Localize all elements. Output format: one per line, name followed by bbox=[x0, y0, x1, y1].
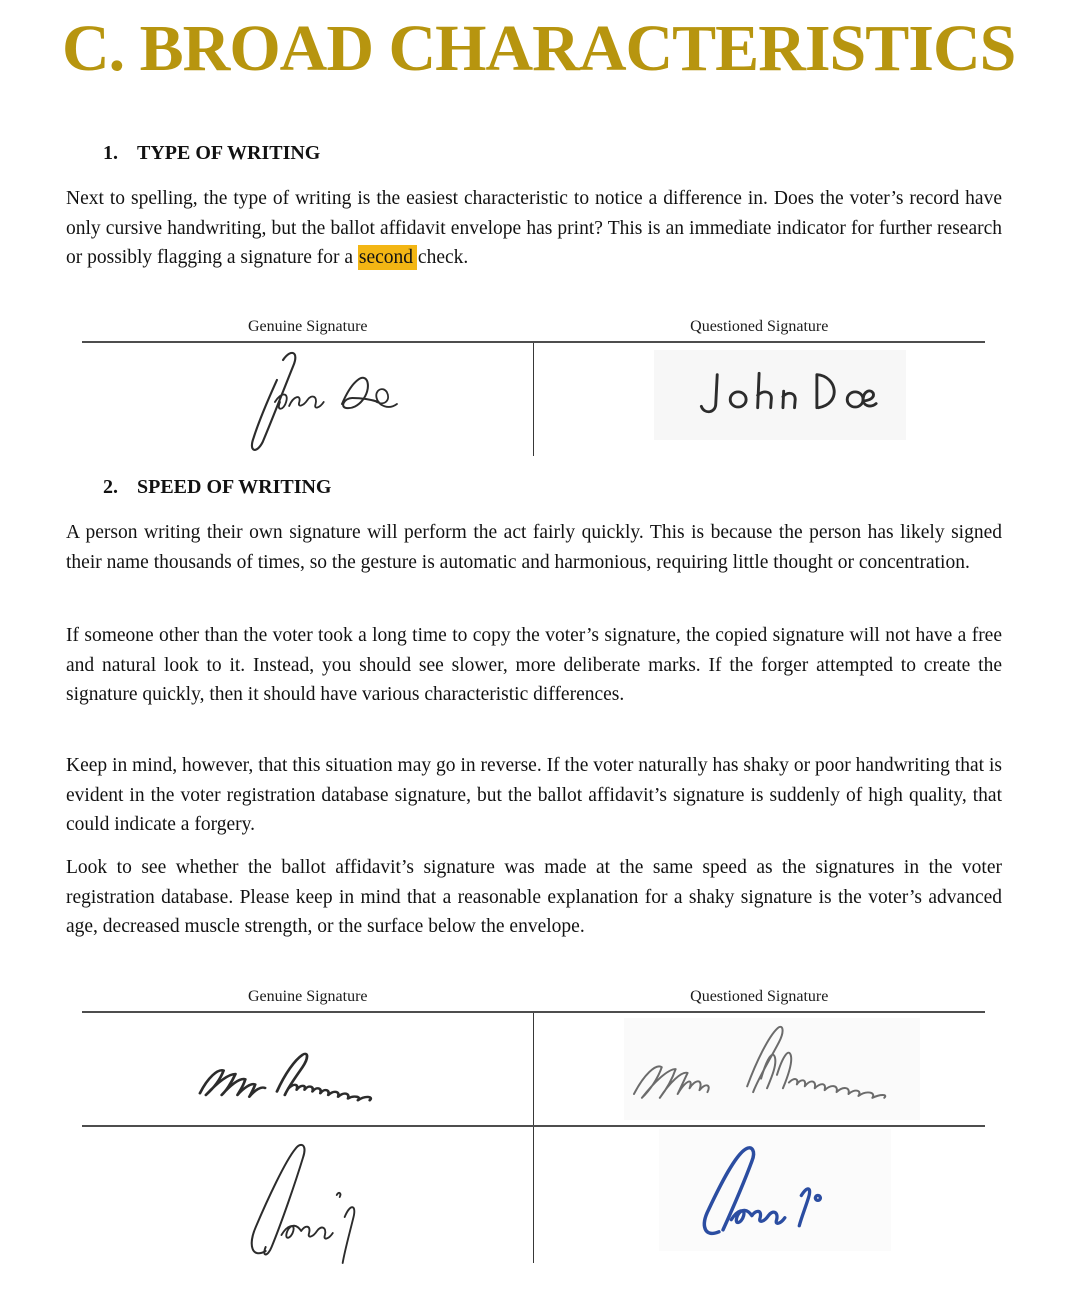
signature-comparison-table-2 bbox=[82, 986, 985, 1263]
section-2-number: 2. bbox=[103, 476, 118, 498]
highlighted-word: second bbox=[358, 245, 417, 270]
table-2-questioned-header: Questioned Signature bbox=[690, 988, 829, 1005]
table-1-signature-row bbox=[82, 341, 985, 456]
section-2-paragraph-1: A person writing their own signature will perform the act fairly quickly. This is because the person has likely signed their name thousands of times, so the gesture is automatic and harmonious, requiring little thought or concentration. bbox=[66, 522, 1002, 573]
section-1-title: TYPE OF WRITING bbox=[137, 142, 321, 164]
section-2-title: SPEED OF WRITING bbox=[137, 476, 332, 498]
printed-john-doe-signature bbox=[684, 365, 879, 427]
section-2-paragraph-3: Keep in mind, however, that this situation may go in reverse. If the voter naturally has shaky or poor handwriting that is evident in the voter registration database signature, but the ballot affidavit’s signature is suddenly of high quality, that could indicate a forgery. bbox=[66, 755, 1002, 835]
table-2-header-row bbox=[82, 986, 985, 1011]
table-1-questioned-cell bbox=[533, 343, 985, 456]
paragraph-text: check. bbox=[413, 247, 469, 268]
section-1-heading bbox=[103, 142, 320, 165]
section-1-paragraph bbox=[66, 184, 1002, 273]
page-title: C. BROAD CHARACTERISTICS bbox=[62, 12, 1016, 85]
table-2-genuine-header: Genuine Signature bbox=[247, 988, 368, 1005]
section-2-paragraph-2: If someone other than the voter took a long time to copy the voter’s signature, the copied signature will not have a free and natural look to it. Instead, you should see slower, more deliberate marks. If the forger attempted to create the signature quickly, then it should have various characteristic differences. bbox=[66, 625, 1002, 705]
table-1-genuine-header: Genuine Signature bbox=[247, 318, 368, 335]
cursive-daniel-genuine-signature bbox=[238, 1139, 396, 1269]
table-1-genuine-cell bbox=[82, 343, 533, 456]
cursive-fillmore-genuine-signature bbox=[194, 1039, 426, 1109]
table-2-row-daniel bbox=[82, 1125, 985, 1263]
table-1-header-row bbox=[82, 316, 985, 341]
paragraph-text: Next to spelling, the type of writing is the easiest characteristic to notice a difference in. Does the voter’s record have only cursive handwriting, but the ballot affidavit envelope has print? This is an immediate indicator for further research or possibly flagging a signature for a bbox=[66, 188, 1002, 268]
signature-comparison-table-1 bbox=[82, 316, 985, 456]
table-2-questioned-cell-1 bbox=[533, 1013, 985, 1125]
cursive-daniel-questioned-signature bbox=[688, 1143, 858, 1249]
table-2-genuine-cell-2 bbox=[82, 1127, 533, 1263]
section-2-paragraph-4: Look to see whether the ballot affidavit’s signature was made at the same speed as the signatures in the voter registration database. Please keep in mind that a reasonable explanation for a shaky signature is the voter’s advanced age, decreased muscle strength, or the surface below the envelope. bbox=[66, 857, 1002, 937]
cursive-fillmore-questioned-signature bbox=[628, 1023, 916, 1119]
table-1-questioned-header: Questioned Signature bbox=[690, 318, 829, 335]
section-2-heading bbox=[103, 476, 331, 499]
table-2-questioned-cell-2 bbox=[533, 1127, 985, 1263]
section-1-number: 1. bbox=[103, 142, 118, 164]
table-2-genuine-cell-1 bbox=[82, 1013, 533, 1125]
cursive-john-doe-signature bbox=[222, 346, 400, 456]
table-2-row-fillmore bbox=[82, 1011, 985, 1125]
